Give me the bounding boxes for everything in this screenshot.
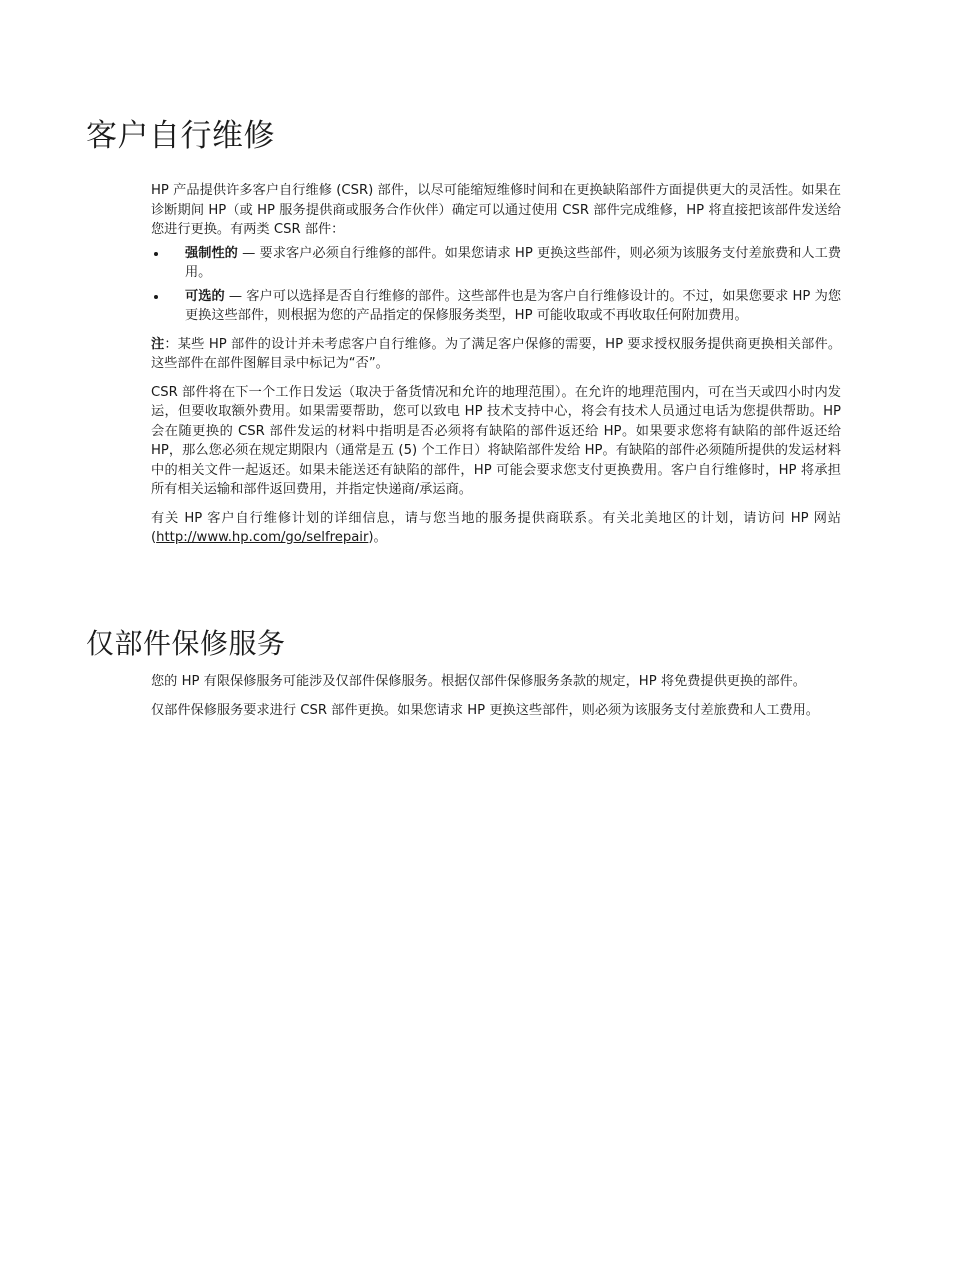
parts-warranty-paragraph: 您的 HP 有限保修服务可能涉及仅部件保修服务。根据仅部件保修服务条款的规定，HP 将免费提供更换的部件。 <box>151 674 806 689</box>
parts-warranty-csr-paragraph: 仅部件保修服务要求进行 CSR 部件更换。如果您请求 HP 更换这些部件，则必须为该服务支付差旅费和人工费用。 <box>151 702 819 718</box>
list-item <box>151 287 841 326</box>
list-item <box>151 244 841 283</box>
bullet-term: 强制性的 <box>185 245 238 261</box>
bullet-term: 可选的 <box>185 288 225 304</box>
info-paragraph <box>151 509 841 548</box>
note-paragraph <box>151 335 841 374</box>
note-label: 注 <box>151 336 165 352</box>
csr-type-list <box>151 244 841 326</box>
section-title-customer-self-repair: 客户自行维修 <box>86 118 275 154</box>
section-body-customer-self-repair <box>151 181 841 548</box>
bullet-icon <box>154 295 158 299</box>
bullet-icon <box>154 252 158 256</box>
note-text: ：某些 HP 部件的设计并未考虑客户自行维修。为了满足客户保修的需要，HP 要求授权服务提供商更换相关部件。这些部件在部件图解目录中标记为“否”。 <box>151 336 842 371</box>
bullet-text: — 要求客户必须自行维修的部件。如果您请求 HP 更换这些部件，则必须为该服务支付差旅费和人工费用。 <box>185 245 842 280</box>
section-title-parts-only-warranty: 仅部件保修服务 <box>86 627 286 660</box>
bullet-text: — 客户可以选择是否自行维修的部件。这些部件也是为客户自行维修设计的。不过，如果您要求 HP 为您更换这些部件，则根据为您的产品指定的保修服务类型，HP 可能收取或不再收取任何附加费用。 <box>185 288 842 323</box>
shipping-paragraph: CSR 部件将在下一个工作日发运（取决于备货情况和允许的地理范围）。在允许的地理范围内，可在当天或四小时内发运，但要收取额外费用。如果需要帮助，您可以致电 HP 技术支持中心，将会有技术人员通过电话为您提供帮助。HP 会在随更换的 CSR 部件发运的材料中指明是否必须将有缺陷的部件返还给 HP。如果要求您将有缺陷的部件返还给 HP，那么您必须在规定期限内（通常是五 (5) 个工作日）将缺陷部件发给 HP。有缺陷的部件必须随所提供的发运材料中的相关文件一起返还。如果未能送还有缺陷的部件，HP 可能会要求您支付更换费用。客户自行维修时，HP 将承担所有相关运输和部件返回费用，并指定快递商/承运商。 <box>151 384 841 497</box>
selfrepair-link[interactable]: http://www.hp.com/go/selfrepair <box>156 530 369 545</box>
info-text-before: 有关 HP 客户自行维修计划的详细信息，请与您当地的服务提供商联系。有关北美地区的计划，请访问 HP 网站 ( <box>151 510 841 545</box>
intro-paragraph: HP 产品提供许多客户自行维修 (CSR) 部件，以尽可能缩短维修时间和在更换缺陷部件方面提供更大的灵活性。如果在诊断期间 HP（或 HP 服务提供商或服务合作伙伴）确定可以通过使用 CSR 部件完成维修，HP 将直接把该部件发送给您进行更换。有两类 CSR 部件： <box>151 183 841 237</box>
info-text-after: )。 <box>368 530 387 545</box>
section-body-parts-only-warranty <box>151 672 841 720</box>
